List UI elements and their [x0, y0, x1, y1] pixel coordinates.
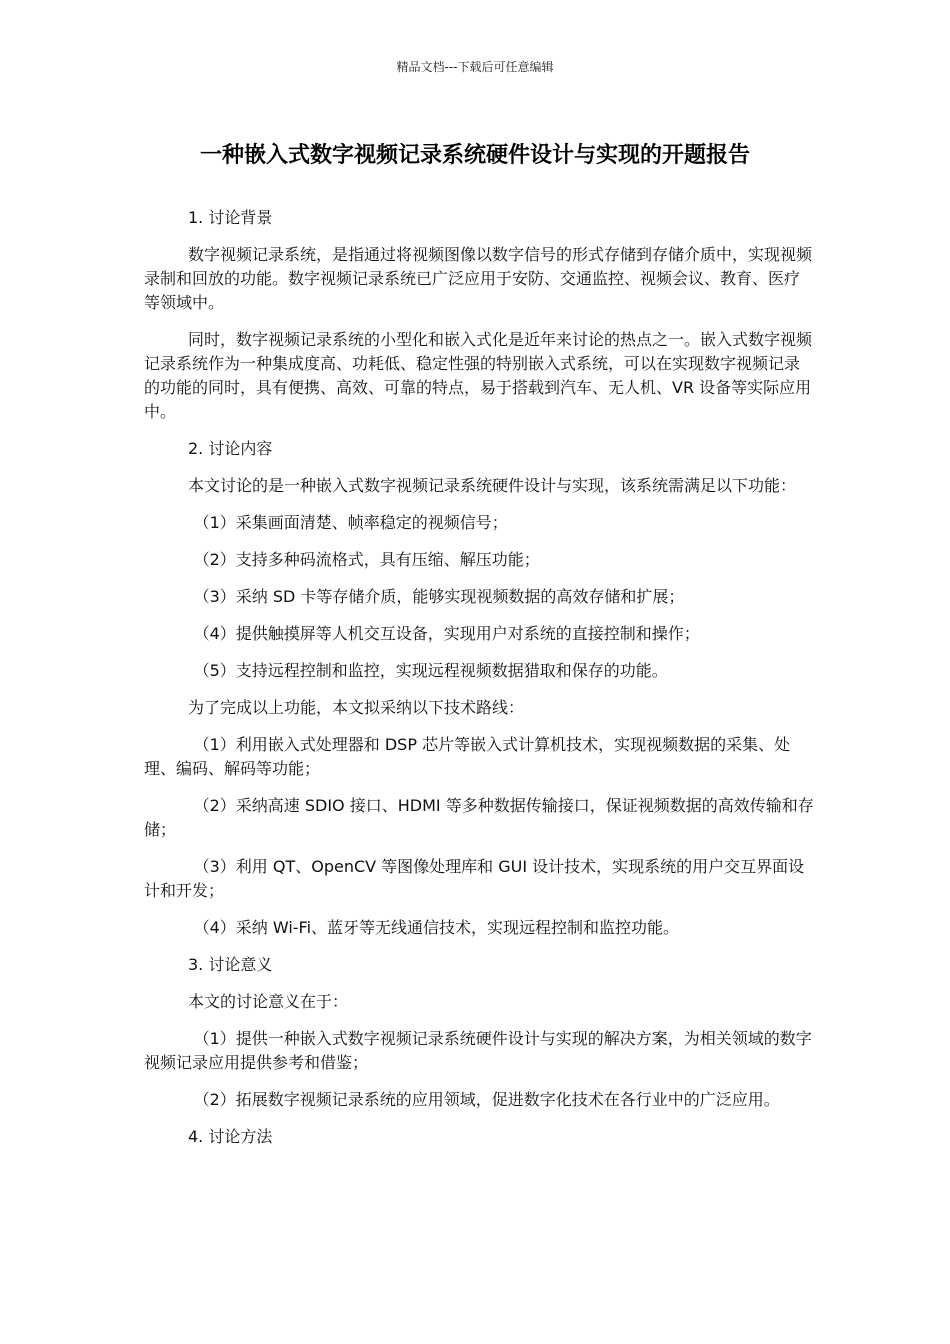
route-item-1: （1）利用嵌入式处理器和 DSP 芯片等嵌入式计算机技术，实现视频数据的采集、处理、编码、解码等功能； — [144, 735, 791, 778]
paragraph-significance-intro: 本文的讨论意义在于： — [188, 992, 349, 1011]
document-body — [144, 206, 814, 1162]
document-title: 一种嵌入式数字视频记录系统硬件设计与实现的开题报告 — [199, 143, 750, 168]
significance-item-1: （1）提供一种嵌入式数字视频记录系统硬件设计与实现的解决方案，为相关领域的数字视频记录应用提供参考和借鉴； — [144, 1029, 812, 1072]
section-heading-background: 1. 讨论背景 — [188, 208, 273, 227]
page-header-note: 精品文档---下载后可任意编辑 — [396, 60, 554, 74]
section-heading-content: 2. 讨论内容 — [188, 439, 273, 458]
function-item-1: （1）采集画面清楚、帧率稳定的视频信号； — [193, 513, 508, 532]
paragraph-content-intro: 本文讨论的是一种嵌入式数字视频记录系统硬件设计与实现，该系统需满足以下功能： — [188, 476, 797, 495]
section-heading-significance: 3. 讨论意义 — [188, 955, 273, 974]
route-item-2: （2）采纳高速 SDIO 接口、HDMI 等多种数据传输接口，保证视频数据的高效传输和存储； — [144, 796, 814, 839]
function-item-3: （3）采纳 SD 卡等存储介质，能够实现视频数据的高效存储和扩展； — [193, 587, 685, 606]
paragraph-route-intro: 为了完成以上功能，本文拟采纳以下技术路线： — [188, 698, 525, 717]
section-heading-method: 4. 讨论方法 — [188, 1127, 273, 1146]
function-item-4: （4）提供触摸屏等人机交互设备，实现用户对系统的直接控制和操作； — [193, 624, 700, 643]
function-item-5: （5）支持远程控制和监控，实现远程视频数据猎取和保存的功能。 — [193, 661, 668, 680]
function-item-2: （2）支持多种码流格式，具有压缩、解压功能； — [193, 550, 540, 569]
route-item-3: （3）利用 QT、OpenCV 等图像处理库和 GUI 设计技术，实现系统的用户交互界面设计和开发； — [144, 857, 805, 900]
paragraph-background-1: 数字视频记录系统，是指通过将视频图像以数字信号的形式存储到存储介质中，实现视频录制和回放的功能。数字视频记录系统已广泛应用于安防、交通监控、视频会议、教育、医疗等领域中。 — [144, 245, 813, 312]
paragraph-background-2: 同时，数字视频记录系统的小型化和嵌入式化是近年来讨论的热点之一。嵌入式数字视频记录系统作为一种集成度高、功耗低、稳定性强的特别嵌入式系统，可以在实现数字视频记录的功能的同时，具有便携、高效、可靠的特点，易于搭载到汽车、无人机、VR 设备等实际应用中。 — [144, 330, 813, 421]
route-item-4: （4）采纳 Wi-Fi、蓝牙等无线通信技术，实现远程控制和监控功能。 — [193, 918, 680, 937]
significance-item-2: （2）拓展数字视频记录系统的应用领域，促进数字化技术在各行业中的广泛应用。 — [193, 1090, 780, 1109]
